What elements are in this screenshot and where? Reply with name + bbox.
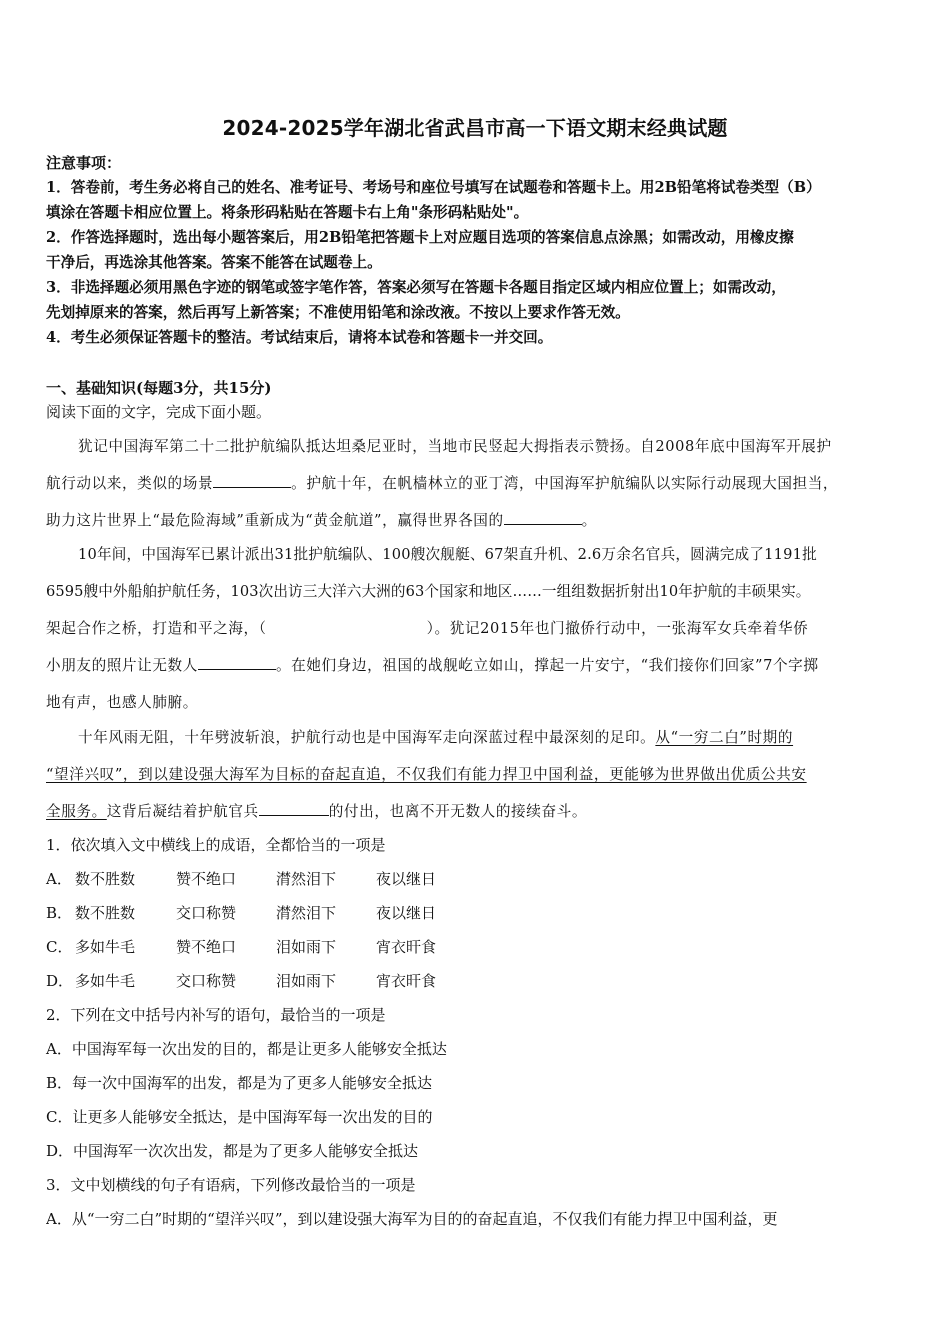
passage-p2-line-3 [46, 617, 908, 638]
passage-text: 航行动以来，类似的场景 [46, 475, 214, 492]
exam-title: 2024-2025学年湖北省武昌市高一下语文期末经典试题 [222, 116, 728, 140]
option-word: 夜以继日 [376, 870, 437, 888]
option-word: 数不胜数 [75, 870, 136, 888]
option-word: 泪如雨下 [276, 938, 337, 956]
passage-p3-line-2 [46, 763, 908, 784]
fill-blank [504, 510, 582, 525]
fill-blank [198, 655, 276, 670]
section-heading: 一、基础知识(每题3分，共15分) [46, 379, 272, 397]
passage-p2-line-4 [46, 654, 908, 675]
option-word: 潸然泪下 [276, 904, 337, 922]
notice-line-5: 3．非选择题必须用黑色字迹的钢笔或签字笔作答，答案必须写在答题卡各题目指定区域内相应位置上；如需改动， [46, 279, 786, 296]
underlined-sentence: 从“一穷二白”时期的 [655, 729, 794, 746]
question-1-option-b[interactable] [46, 902, 437, 923]
passage-p1-line-3 [46, 509, 908, 530]
option-label: C． [46, 938, 73, 956]
question-2-stem: 2．下列在文中括号内补写的语句，最恰当的一项是 [46, 1006, 386, 1024]
passage-p1-line-1: 犹记中国海军第二十二批护航编队抵达坦桑尼亚时，当地市民竖起大拇指表示赞扬。自2008年底中国海军开展护 [78, 438, 832, 455]
passage-p2-line-5: 地有声，也感人肺腑。 [46, 694, 198, 711]
question-2-option-b[interactable]: B．每一次中国海军的出发，都是为了更多人能够安全抵达 [46, 1074, 433, 1092]
passage-text: 小朋友的照片让无数人 [46, 657, 198, 674]
question-1-option-d[interactable] [46, 970, 437, 991]
passage-text: 助力这片世界上“最危险海域”重新成为“黄金航道”，赢得世界各国的 [46, 512, 504, 529]
option-word: 泪如雨下 [276, 972, 337, 990]
option-label: B． [46, 904, 73, 922]
option-word: 多如牛毛 [75, 938, 136, 956]
passage-text: 。 [581, 512, 597, 529]
option-word: 交口称赞 [176, 904, 237, 922]
option-label: A． [46, 870, 72, 888]
passage-p3-line-1 [46, 726, 908, 747]
passage-text: 。护航十年，在帆樯林立的亚丁湾，中国海军护航编队以实际行动展现大国担当， [291, 475, 839, 492]
option-word: 交口称赞 [176, 972, 237, 990]
option-word: 多如牛毛 [75, 972, 136, 990]
passage-text: 架起合作之桥，打造和平之海，（ [46, 620, 267, 637]
passage-text: 十年风雨无阻，十年劈波斩浪，护航行动也是中国海军走向深蓝过程中最深刻的足印。 [78, 729, 656, 746]
question-1-stem: 1．依次填入文中横线上的成语，全都恰当的一项是 [46, 836, 386, 854]
option-word: 夜以继日 [376, 904, 437, 922]
notice-line-6: 先划掉原来的答案，然后再写上新答案；不准使用铅笔和涂改液。不按以上要求作答无效。 [46, 304, 630, 321]
option-word: 潸然泪下 [276, 870, 337, 888]
passage-text: 的付出，也离不开无数人的接续奋斗。 [328, 803, 588, 820]
question-2-option-c[interactable]: C．让更多人能够安全抵达，是中国海军每一次出发的目的 [46, 1108, 433, 1126]
notice-line-4: 干净后，再选涂其他答案。答案不能答在试题卷上。 [46, 254, 382, 271]
notice-line-1: 1．答卷前，考生务必将自己的姓名、准考证号、考场号和座位号填写在试题卷和答题卡上。用2B铅笔将试卷类型（B） [46, 179, 821, 196]
question-1-option-c[interactable] [46, 936, 437, 957]
option-label: D． [46, 972, 74, 990]
question-3-option-a[interactable]: A．从“一穷二白”时期的“望洋兴叹”，到以建设强大海军为目的的奋起直追，不仅我们有能力捍卫中国利益，更 [46, 1210, 778, 1228]
option-word: 数不胜数 [75, 904, 136, 922]
passage-p3-line-3 [46, 800, 908, 821]
reading-instruction: 阅读下面的文字，完成下面小题。 [46, 403, 272, 421]
option-word: 赞不绝口 [176, 938, 237, 956]
passage-p1-line-2 [46, 472, 908, 493]
passage-text: ）。犹记2015年也门撤侨行动中，一张海军女兵牵着华侨 [426, 620, 809, 637]
fill-blank [259, 801, 329, 816]
notice-heading: 注意事项： [46, 154, 122, 172]
passage-p2-line-2: 6595艘中外船舶护航任务，103次出访三大洋六大洲的63个国家和地区……一组组数据折射出10年护航的丰硕果实。 [46, 583, 811, 600]
passage-text: 。在她们身边，祖国的战舰屹立如山，撑起一片安宁，“我们接你们回家”7个字掷 [275, 657, 819, 674]
option-word: 赞不绝口 [176, 870, 237, 888]
option-word: 宵衣旰食 [376, 938, 437, 956]
notice-line-7: 4．考生必须保证答题卡的整洁。考试结束后，请将本试卷和答题卡一并交回。 [46, 329, 553, 346]
question-1-option-a[interactable] [46, 868, 437, 889]
question-2-option-a[interactable]: A．中国海军每一次出发的目的，都是让更多人能够安全抵达 [46, 1040, 447, 1058]
passage-text: 这背后凝结着护航官兵 [106, 803, 259, 820]
underlined-sentence: “望洋兴叹”，到以建设强大海军为目标的奋起直追，不仅我们有能力捍卫中国利益，更能够为世界做出优质公共安 [46, 766, 807, 783]
option-word: 宵衣旰食 [376, 972, 437, 990]
underlined-sentence: 全服务。 [46, 803, 107, 820]
question-3-stem: 3．文中划横线的句子有语病，下列修改最恰当的一项是 [46, 1176, 416, 1194]
question-2-option-d[interactable]: D．中国海军一次次出发，都是为了更多人能够安全抵达 [46, 1142, 419, 1160]
passage-p2-line-1: 10年间，中国海军已累计派出31批护航编队、100艘次舰艇、67架直升机、2.6万余名官兵，圆满完成了1191批 [78, 546, 817, 563]
notice-line-3: 2．作答选择题时，选出每小题答案后，用2B铅笔把答题卡上对应题目选项的答案信息点涂黑；如需改动，用橡皮擦 [46, 229, 794, 246]
notice-line-2: 填涂在答题卡相应位置上。将条形码粘贴在答题卡右上角"条形码粘贴处"。 [46, 204, 529, 221]
fill-blank [213, 473, 291, 488]
